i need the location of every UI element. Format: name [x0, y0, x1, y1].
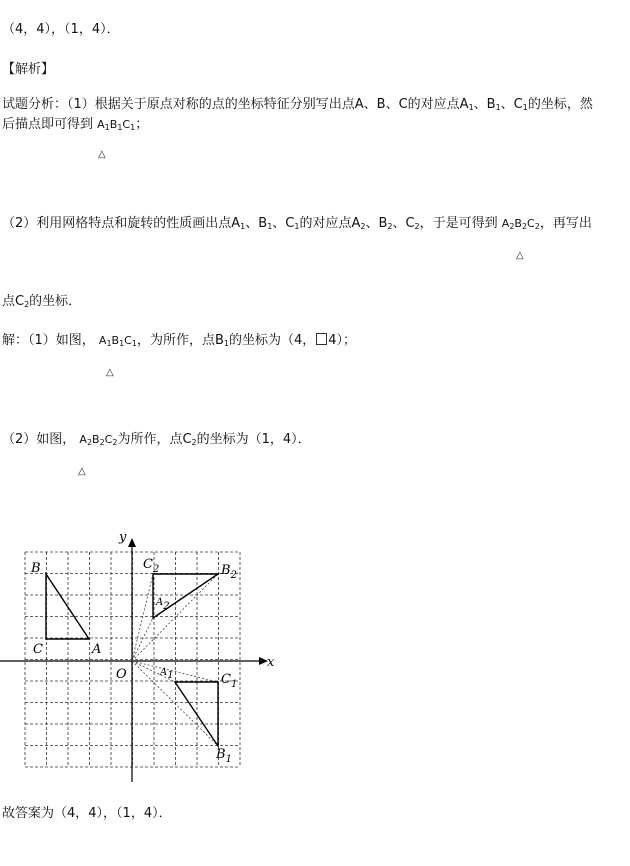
- analysis-line-1: 试题分析：（1）根据关于原点对称的点的坐标特征分别写出点A、B、C的对应点$A_1$、$B_1$、$C_1$的坐标，然: [2, 97, 593, 112]
- label-C2: $C_2$: [143, 557, 160, 575]
- triangle-ABC: [46, 574, 89, 639]
- label-C1: $C_1$: [221, 672, 238, 690]
- coordinate-grid-figure: [0, 525, 290, 790]
- label-B1: $B_1$: [216, 747, 232, 765]
- label-A1: $A_1$: [160, 667, 174, 681]
- analysis-line-3: （2）利用网格特点和旋转的性质画出点$A_1$、$B_1$、$C_1$的对应点$A_2$、$B_2$、$C_2$，于是可得到 $A_2B_2C_2$，再写出: [2, 216, 592, 231]
- triangle-A1B1C1: [175, 682, 218, 746]
- solution-line-1: 解：（1）如图， $A_1B_1C_1$，为所作，点$B_1$的坐标为（4， 4）；: [2, 333, 357, 348]
- label-x-axis: x: [267, 655, 275, 670]
- label-origin: O: [116, 667, 127, 682]
- analysis-line-2: 后描点即可得到 $A_1B_1C_1$；: [2, 117, 149, 132]
- triangle-symbol-3: △: [106, 367, 114, 378]
- analysis-line-4: 点$C_2$的坐标．: [2, 294, 82, 309]
- missing-glyph-box: [316, 333, 327, 345]
- label-B2: $B_2$: [221, 563, 237, 581]
- solution-line-2: （2）如图， $A_2B_2C_2$为所作，点$C_2$的坐标为（1，4）．: [2, 432, 311, 447]
- label-C: C: [33, 642, 43, 657]
- label-B: B: [31, 561, 41, 576]
- final-answer: 故答案为（4，4），（1，4）．: [2, 806, 172, 821]
- section-title: 【解析】: [2, 62, 55, 77]
- label-y-axis: y: [119, 530, 127, 545]
- rotation-aux-lines: [132, 574, 218, 746]
- triangle-symbol-1: △: [98, 149, 106, 160]
- label-A2: $A_2$: [156, 597, 170, 612]
- triangle-symbol-4: △: [78, 466, 86, 477]
- y-axis-arrow: [128, 538, 136, 547]
- top-answer: （4，4），（1，4）．: [2, 22, 120, 37]
- label-A: A: [92, 642, 102, 657]
- triangle-symbol-2: △: [516, 250, 524, 261]
